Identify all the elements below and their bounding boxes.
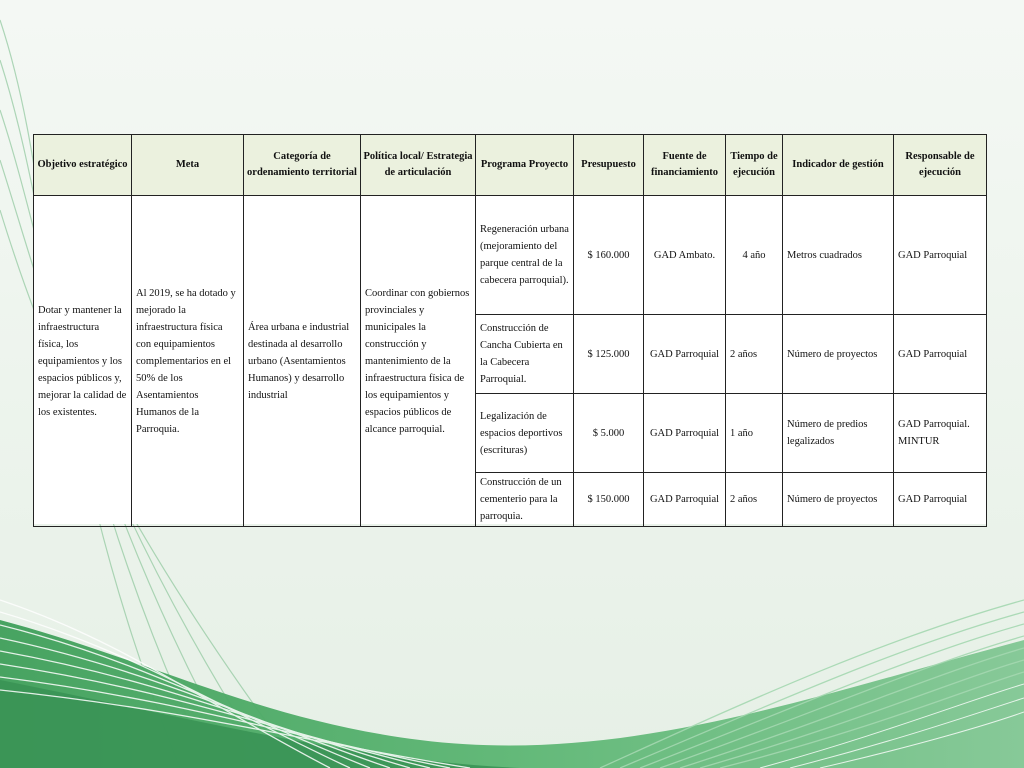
cell-presupuesto: $ 150.000 (574, 473, 644, 527)
cell-fuente: GAD Ambato. (644, 196, 726, 315)
cell-responsable: GAD Parroquial (894, 196, 987, 315)
cell-tiempo: 2 años (726, 473, 783, 527)
cell-fuente: GAD Parroquial (644, 315, 726, 394)
cell-fuente: GAD Parroquial (644, 394, 726, 473)
table-header-row (34, 135, 987, 196)
cell-responsable: GAD Parroquial (894, 315, 987, 394)
cell-responsable: GAD Parroquial (894, 473, 987, 527)
header-meta: Meta (132, 135, 244, 196)
planning-table-container (33, 134, 986, 524)
header-tiempo: Tiempo de ejecución (726, 135, 783, 196)
header-fuente: Fuente de financiamiento (644, 135, 726, 196)
planning-table (33, 134, 987, 527)
cell-politica: Coordinar con gobiernos provinciales y municipales la construcción y mantenimiento de la infraestructura física de los equipamientos y espacios públicos de alcance parroquial. (361, 196, 476, 527)
header-objetivo: Objetivo estratégico (34, 135, 132, 196)
cell-meta: Al 2019, se ha dotado y mejorado la infraestructura física con equipamientos complementarios en el 50% de los Asentamientos Humanos de la Parroquia. (132, 196, 244, 527)
header-politica: Política local/ Estrategia de articulación (361, 135, 476, 196)
table-row (34, 196, 987, 315)
header-presupuesto: Presupuesto (574, 135, 644, 196)
cell-tiempo: 4 año (726, 196, 783, 315)
cell-responsable: GAD Parroquial. MINTUR (894, 394, 987, 473)
cell-programa: Construcción de Cancha Cubierta en la Cabecera Parroquial. (476, 315, 574, 394)
header-indicador: Indicador de gestión (783, 135, 894, 196)
cell-presupuesto: $ 125.000 (574, 315, 644, 394)
cell-tiempo: 2 años (726, 315, 783, 394)
cell-objetivo: Dotar y mantener la infraestructura física, los equipamientos y los espacios públicos y, mejorar la calidad de los existentes. (34, 196, 132, 527)
cell-indicador: Número de proyectos (783, 315, 894, 394)
cell-indicador: Número de proyectos (783, 473, 894, 527)
header-responsable: Responsable de ejecución (894, 135, 987, 196)
cell-programa: Regeneración urbana (mejoramiento del parque central de la cabecera parroquial). (476, 196, 574, 315)
cell-presupuesto: $ 5.000 (574, 394, 644, 473)
header-programa: Programa Proyecto (476, 135, 574, 196)
header-categoria: Categoría de ordenamiento territorial (244, 135, 361, 196)
cell-indicador: Número de predios legalizados (783, 394, 894, 473)
cell-categoria: Área urbana e industrial destinada al desarrollo urbano (Asentamientos Humanos) y desarrollo industrial (244, 196, 361, 527)
cell-fuente: GAD Parroquial (644, 473, 726, 527)
cell-presupuesto: $ 160.000 (574, 196, 644, 315)
cell-indicador: Metros cuadrados (783, 196, 894, 315)
cell-programa: Construcción de un cementerio para la parroquia. (476, 473, 574, 527)
cell-tiempo: 1 año (726, 394, 783, 473)
cell-programa: Legalización de espacios deportivos (escrituras) (476, 394, 574, 473)
